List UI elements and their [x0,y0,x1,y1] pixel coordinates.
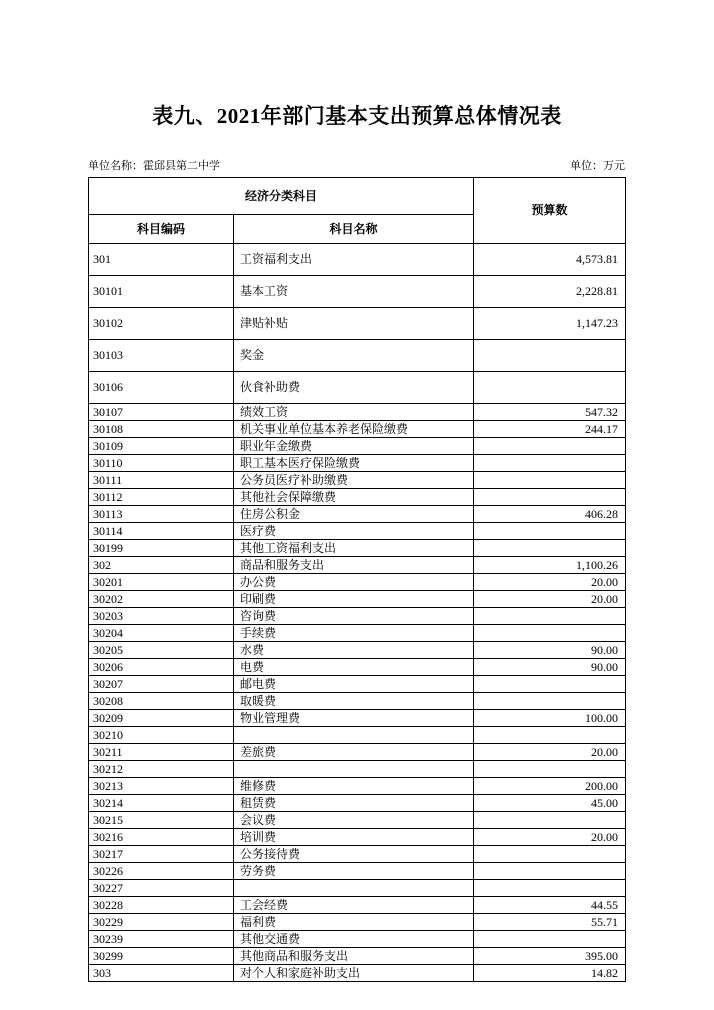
cell-budget: 200.00 [474,778,626,795]
cell-name: 邮电费 [234,676,474,693]
table-row [89,846,626,863]
table-row [89,506,626,523]
table-row [89,778,626,795]
table-row [89,693,626,710]
cell-budget [474,625,626,642]
cell-code: 30107 [89,404,234,421]
table-row [89,812,626,829]
table-row [89,340,626,372]
cell-name: 电费 [234,659,474,676]
cell-budget: 4,573.81 [474,244,626,276]
table-row [89,591,626,608]
cell-name: 其他社会保障缴费 [234,489,474,506]
unit-measure-label: 单位：万元 [570,160,625,172]
cell-budget [474,340,626,372]
table-row [89,472,626,489]
cell-code: 30111 [89,472,234,489]
page-title: 表九、2021年部门基本支出预算总体情况表 [152,104,562,128]
cell-budget: 45.00 [474,795,626,812]
table-body [89,244,626,982]
cell-code: 30210 [89,727,234,744]
cell-budget: 44.55 [474,897,626,914]
cell-code: 30215 [89,812,234,829]
cell-budget: 547.32 [474,404,626,421]
cell-code: 30110 [89,455,234,472]
cell-code: 30106 [89,372,234,404]
cell-budget [474,455,626,472]
cell-code: 303 [89,965,234,982]
cell-name: 水费 [234,642,474,659]
table-row [89,625,626,642]
header-subject-code: 科目编码 [89,215,234,244]
table-row [89,372,626,404]
cell-name: 物业管理费 [234,710,474,727]
cell-budget [474,880,626,897]
cell-name: 绩效工资 [234,404,474,421]
cell-name: 公务员医疗补助缴费 [234,472,474,489]
header-subject-name: 科目名称 [234,215,474,244]
table-row [89,727,626,744]
table-row [89,608,626,625]
cell-name: 基本工资 [234,276,474,308]
cell-budget: 406.28 [474,506,626,523]
table-row [89,523,626,540]
cell-code: 301 [89,244,234,276]
cell-name: 福利费 [234,914,474,931]
cell-name: 伙食补助费 [234,372,474,404]
table-row [89,308,626,340]
cell-code: 30103 [89,340,234,372]
cell-budget: 1,147.23 [474,308,626,340]
cell-budget [474,438,626,455]
cell-name: 工资福利支出 [234,244,474,276]
cell-code: 30211 [89,744,234,761]
table-row [89,914,626,931]
cell-budget: 55.71 [474,914,626,931]
cell-code: 30201 [89,574,234,591]
cell-budget [474,676,626,693]
cell-code: 30209 [89,710,234,727]
cell-code: 30202 [89,591,234,608]
cell-name: 其他交通费 [234,931,474,948]
cell-budget: 20.00 [474,591,626,608]
cell-code: 30112 [89,489,234,506]
table-row [89,642,626,659]
header-economic-classification: 经济分类科目 [89,178,474,215]
cell-name: 对个人和家庭补助支出 [234,965,474,982]
table-row [89,948,626,965]
cell-budget: 2,228.81 [474,276,626,308]
cell-code: 30206 [89,659,234,676]
table-row [89,710,626,727]
table-header [89,178,626,244]
cell-budget [474,693,626,710]
cell-name: 办公费 [234,574,474,591]
table-row [89,897,626,914]
table-row [89,455,626,472]
cell-name: 其他商品和服务支出 [234,948,474,965]
cell-budget: 20.00 [474,574,626,591]
cell-budget [474,540,626,557]
cell-name: 住房公积金 [234,506,474,523]
cell-name [234,761,474,778]
cell-name: 取暖费 [234,693,474,710]
table-row [89,557,626,574]
table-row [89,744,626,761]
cell-code: 30204 [89,625,234,642]
cell-name: 商品和服务支出 [234,557,474,574]
cell-name [234,727,474,744]
table-row [89,761,626,778]
budget-table [88,177,626,982]
cell-code: 30229 [89,914,234,931]
cell-code: 30212 [89,761,234,778]
cell-budget: 395.00 [474,948,626,965]
table-row [89,880,626,897]
table-row [89,421,626,438]
meta-line [88,157,625,173]
unit-name-label: 单位名称：霍邱县第二中学 [88,160,220,172]
cell-name: 公务接待费 [234,846,474,863]
cell-name [234,880,474,897]
cell-code: 30102 [89,308,234,340]
cell-budget: 20.00 [474,829,626,846]
cell-budget: 244.17 [474,421,626,438]
cell-name: 手续费 [234,625,474,642]
table-row [89,795,626,812]
cell-budget [474,727,626,744]
cell-code: 30108 [89,421,234,438]
table-row [89,965,626,982]
table-row [89,489,626,506]
cell-name: 培训费 [234,829,474,846]
cell-code: 30203 [89,608,234,625]
cell-budget [474,761,626,778]
cell-name: 差旅费 [234,744,474,761]
table-row [89,931,626,948]
cell-name: 其他工资福利支出 [234,540,474,557]
cell-budget [474,472,626,489]
cell-code: 30299 [89,948,234,965]
cell-name: 工会经费 [234,897,474,914]
cell-name: 津贴补贴 [234,308,474,340]
cell-code: 30228 [89,897,234,914]
cell-name: 劳务费 [234,863,474,880]
table-row [89,829,626,846]
cell-code: 30217 [89,846,234,863]
table-row [89,438,626,455]
cell-budget [474,372,626,404]
cell-code: 30214 [89,795,234,812]
cell-code: 30227 [89,880,234,897]
cell-name: 咨询费 [234,608,474,625]
cell-budget [474,863,626,880]
cell-code: 30199 [89,540,234,557]
cell-code: 30239 [89,931,234,948]
cell-budget [474,846,626,863]
cell-code: 30207 [89,676,234,693]
cell-code: 30109 [89,438,234,455]
cell-code: 30114 [89,523,234,540]
table-row [89,574,626,591]
table-row [89,863,626,880]
table-row [89,676,626,693]
table-row [89,404,626,421]
cell-name: 印刷费 [234,591,474,608]
cell-budget: 20.00 [474,744,626,761]
cell-name: 奖金 [234,340,474,372]
cell-code: 30216 [89,829,234,846]
cell-budget: 90.00 [474,659,626,676]
cell-name: 职工基本医疗保险缴费 [234,455,474,472]
cell-budget: 100.00 [474,710,626,727]
cell-name: 机关事业单位基本养老保险缴费 [234,421,474,438]
cell-name: 维修费 [234,778,474,795]
cell-code: 30101 [89,276,234,308]
header-row-group [89,178,626,215]
cell-code: 30226 [89,863,234,880]
cell-code: 30205 [89,642,234,659]
cell-budget [474,931,626,948]
header-budget-amount: 预算数 [474,178,626,244]
table-row [89,659,626,676]
cell-name: 租赁费 [234,795,474,812]
cell-budget [474,523,626,540]
cell-code: 30213 [89,778,234,795]
table-row [89,276,626,308]
cell-code: 302 [89,557,234,574]
table-row [89,244,626,276]
cell-code: 30208 [89,693,234,710]
table-row [89,540,626,557]
cell-budget [474,812,626,829]
cell-code: 30113 [89,506,234,523]
cell-budget [474,489,626,506]
cell-budget: 1,100.26 [474,557,626,574]
cell-budget: 90.00 [474,642,626,659]
cell-budget [474,608,626,625]
cell-name: 医疗费 [234,523,474,540]
cell-name: 职业年金缴费 [234,438,474,455]
cell-budget: 14.82 [474,965,626,982]
cell-name: 会议费 [234,812,474,829]
